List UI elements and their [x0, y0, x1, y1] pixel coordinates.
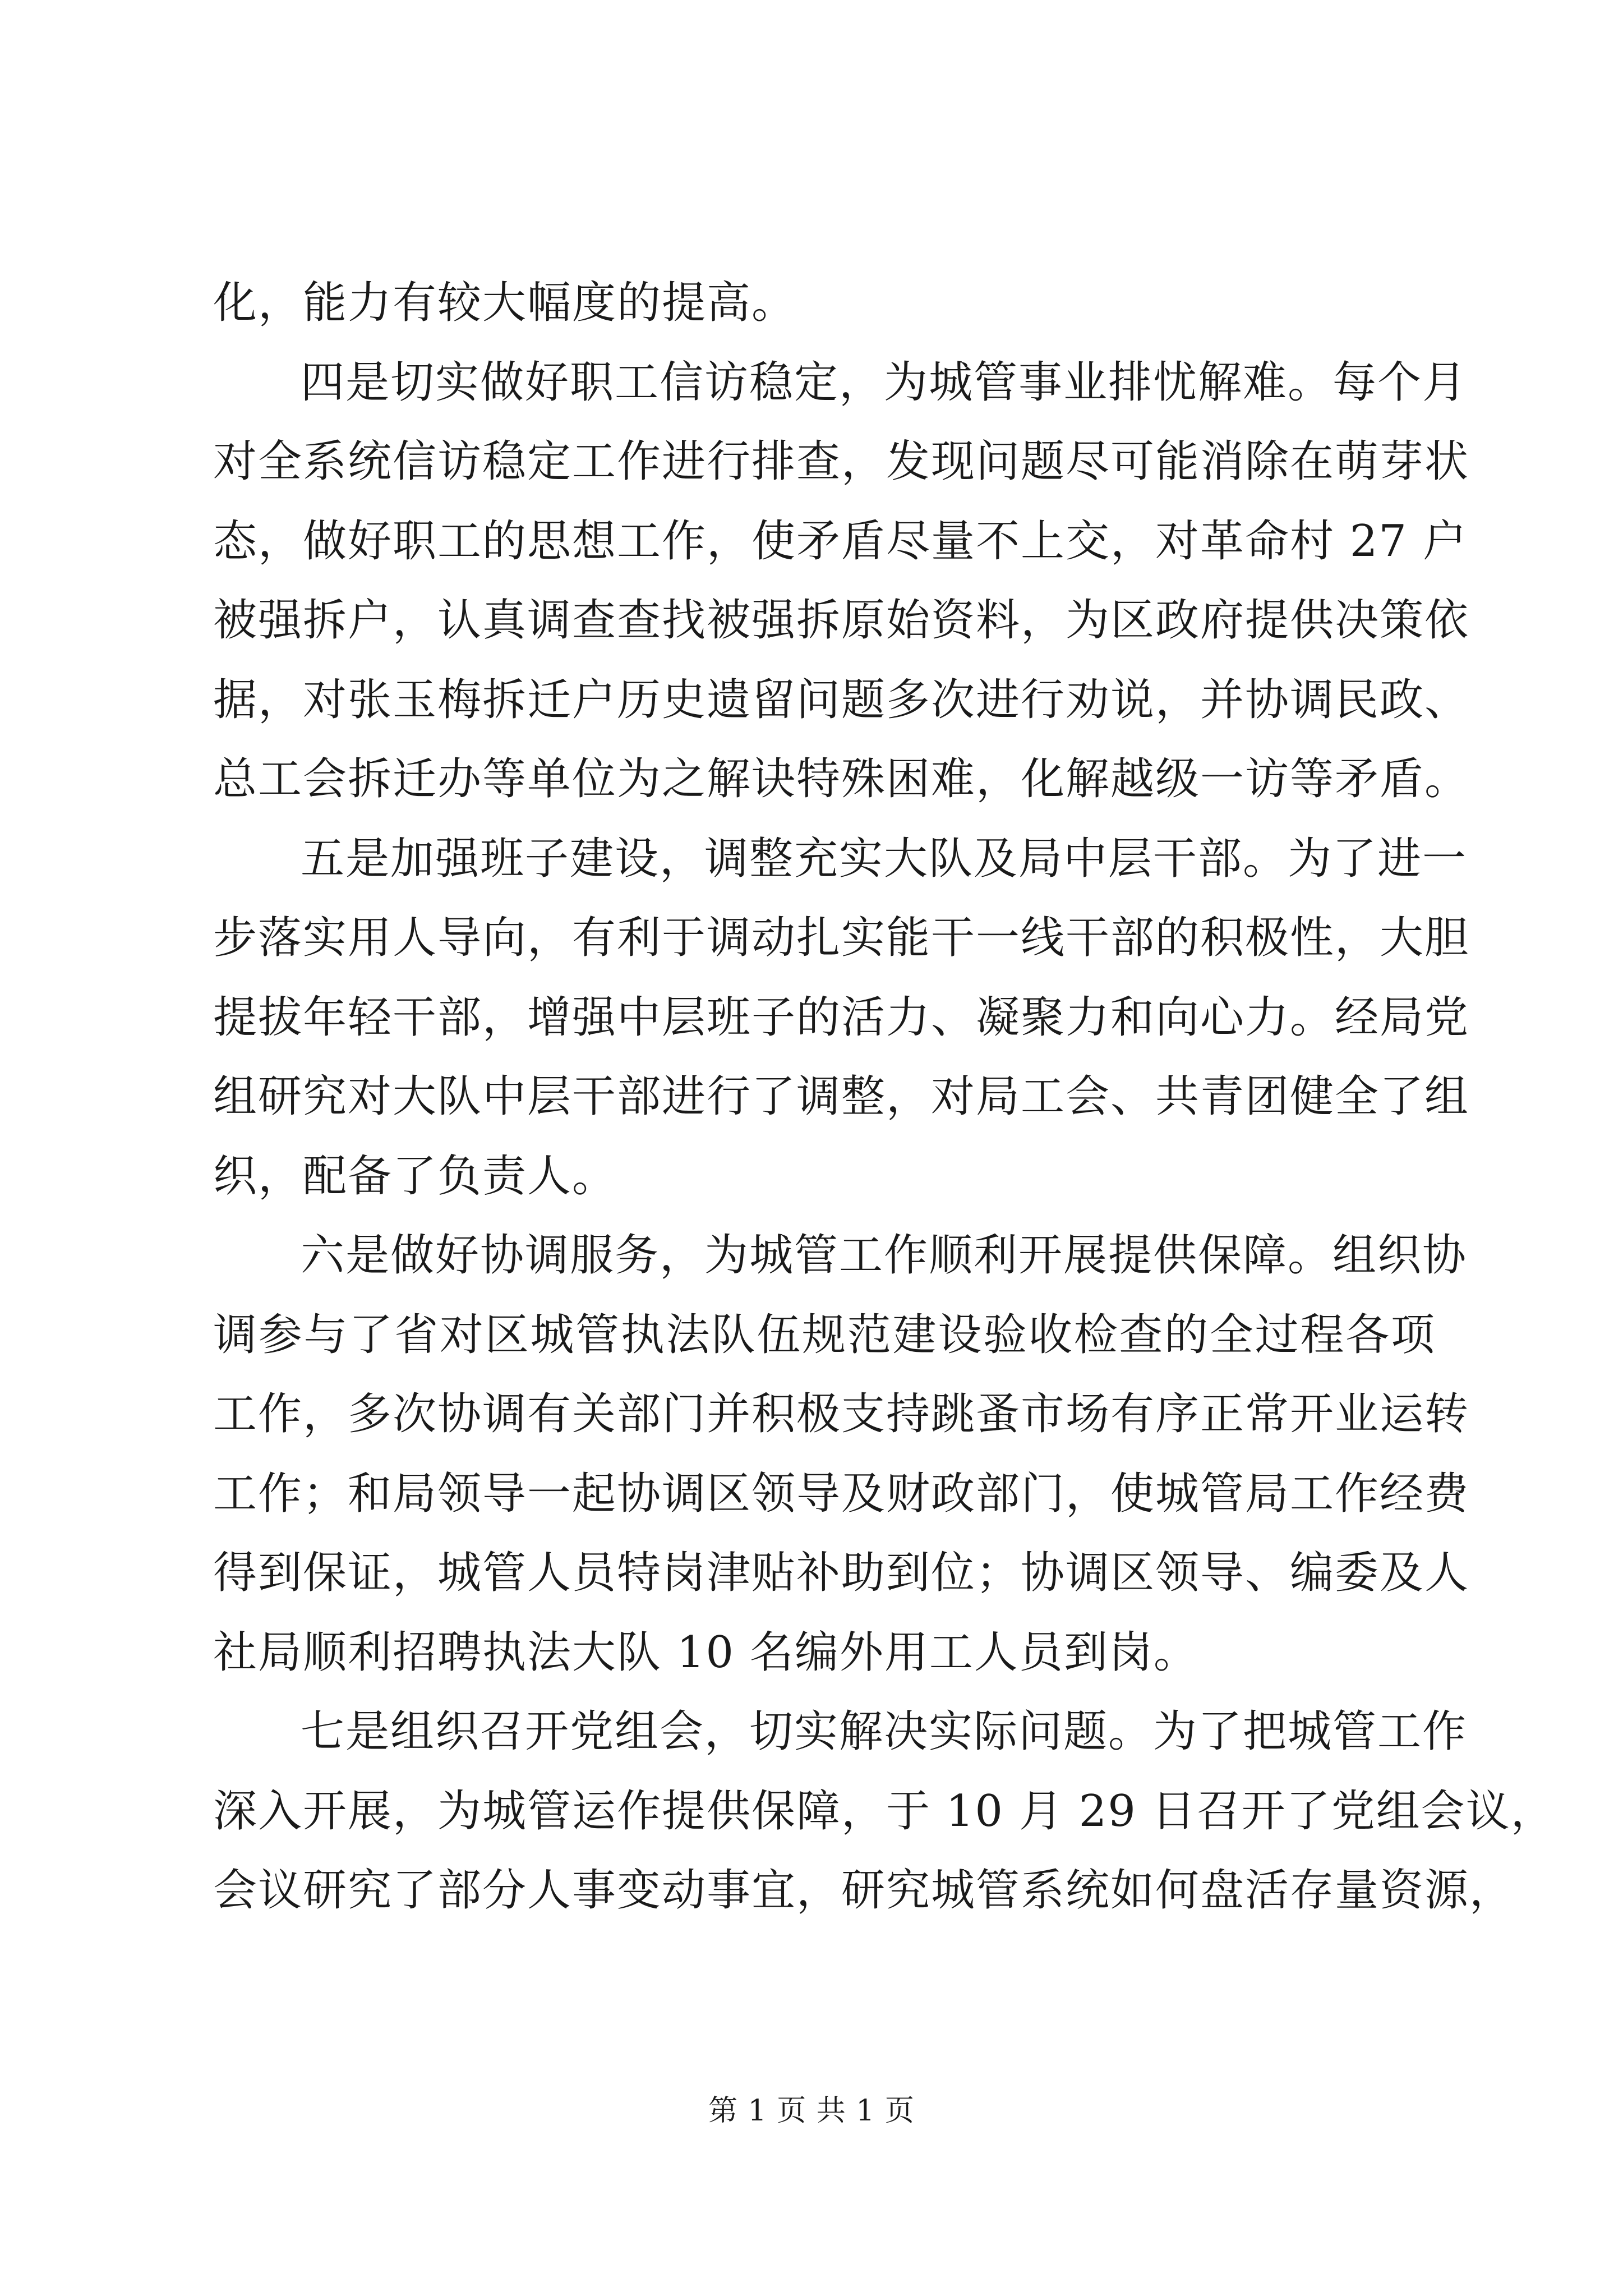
- text-line: 化，能力有较大幅度的提高。: [213, 278, 797, 328]
- text-line: 态，做好职工的思想工作，使矛盾尽量不上交，对革命村 27 户: [213, 516, 1468, 567]
- text-line: 社局顺利招聘执法大队 10 名编外用工人员到岗。: [213, 1627, 1198, 1678]
- text-line: 工作；和局领导一起协调区领导及财政部门，使城管局工作经费: [213, 1468, 1470, 1519]
- text-line: 得到保证，城管人员特岗津贴补助到位；协调区领导、编委及人: [213, 1548, 1470, 1598]
- text-line: 步落实用人导向，有利于调动扎实能干一线干部的积极性，大胆: [213, 913, 1470, 963]
- text-line: 织，配备了负责人。: [213, 1151, 617, 1202]
- text-line: 组研究对大队中层干部进行了调整，对局工会、共青团健全了组: [213, 1071, 1470, 1122]
- text-line: 被强拆户，认真调查查找被强拆原始资料，为区政府提供决策依: [213, 595, 1470, 646]
- text-line: 六是做好协调服务，为城管工作顺利开展提供保障。组织协: [301, 1230, 1468, 1281]
- text-line: 五是加强班子建设，调整充实大队及局中层干部。为了进一: [301, 833, 1468, 884]
- page-footer: 第 1 页 共 1 页: [708, 2094, 915, 2128]
- text-line: 四是切实做好职工信访稳定，为城管事业排忧解难。每个月: [301, 357, 1468, 408]
- document-body: [213, 264, 1556, 1931]
- text-line: 提拔年轻干部，增强中层班子的活力、凝聚力和向心力。经局党: [213, 992, 1470, 1043]
- text-line: 会议研究了部分人事变动事宜，研究城管系统如何盘活存量资源，: [213, 1865, 1515, 1916]
- text-line: 对全系统信访稳定工作进行排查，发现问题尽可能消除在萌芽状: [213, 436, 1470, 487]
- text-line: 七是组织召开党组会，切实解决实际问题。为了把城管工作: [301, 1706, 1468, 1757]
- text-line: 工作，多次协调有关部门并积极支持跳蚤市场有序正常开业运转: [213, 1389, 1470, 1439]
- text-line: 深入开展，为城管运作提供保障，于 10 月 29 日召开了党组会议，: [213, 1786, 1556, 1837]
- text-line: 调参与了省对区城管执法队伍规范建设验收检查的全过程各项: [213, 1309, 1436, 1360]
- text-line: 总工会拆迁办等单位为之解诀特殊困难，化解越级一访等矛盾。: [213, 754, 1470, 804]
- text-line: 据，对张玉梅拆迁户历史遗留问题多次进行劝说，并协调民政、: [213, 674, 1470, 725]
